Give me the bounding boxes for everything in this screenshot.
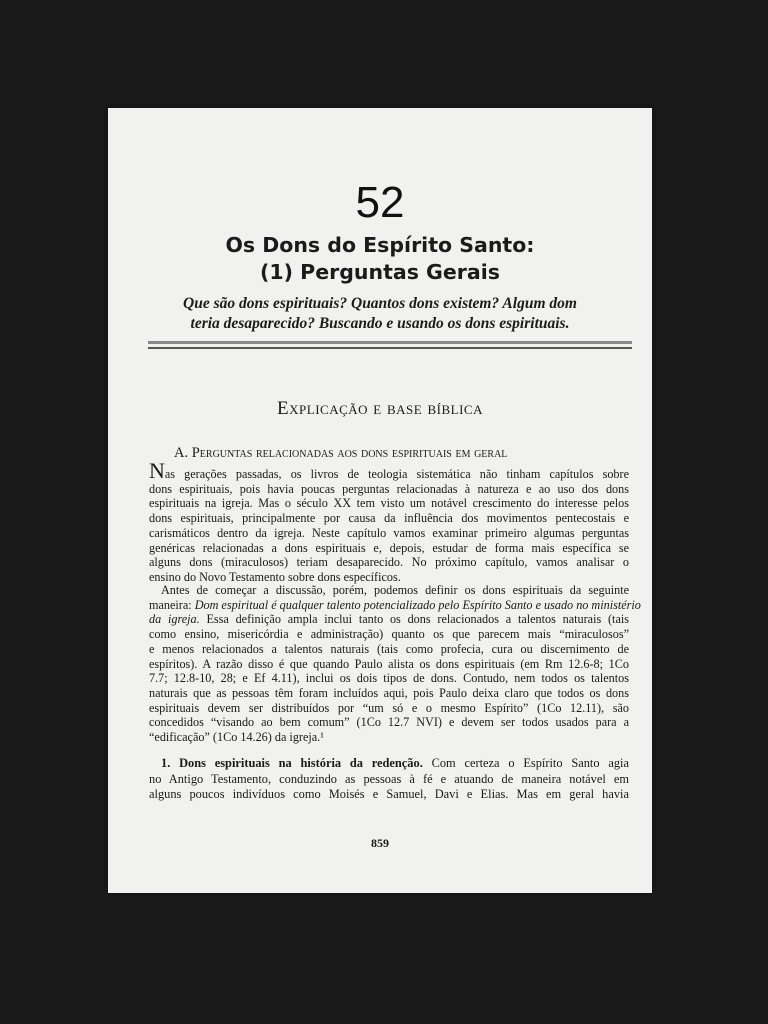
paragraph-2-line-9: espirituais devem ser distribuídos por “um só e o mesmo Espírito” (1Co 12.11), são	[149, 700, 629, 715]
paragraph-2-line-10: concedidos “visando ao bem comum” (1Co 12.7 NVI) e devem ser todos usados para a	[149, 715, 629, 730]
paragraph-2-line-5: e menos relacionados a talentos naturais (tais como profecia, cura ou discernimento de	[149, 641, 629, 656]
paragraph-2-line-11: “edificação” (1Co 14.26) da igreja.¹	[149, 730, 324, 745]
chapter-subtitle-line-1: Que são dons espirituais? Quantos dons existem? Algum dom	[183, 295, 577, 312]
paragraph-1-line-1-text: as gerações passadas, os livros de teologia sistemática não tinham capítulos sobre	[164, 467, 629, 481]
subsection-heading: A. Perguntas relacionadas aos dons espirituais em geral	[174, 445, 508, 461]
drop-cap: N	[149, 458, 165, 483]
definition-text: Dom espiritual é qualquer talento potencializado pelo Espírito Santo e usado no ministério	[194, 597, 641, 612]
chapter-title-line-1: Os Dons do Espírito Santo:	[225, 233, 535, 257]
numbered-heading: 1. Dons espirituais na história da redenção.	[161, 756, 423, 770]
paragraph-2	[149, 583, 641, 745]
book-page	[108, 108, 652, 893]
paragraph-2-line-3-rest: Essa definição ampla inclui tanto os dons relacionados a talentos naturais (tais	[199, 612, 629, 627]
paragraph-2-line-7: 7.7; 12.8-10, 28; e Ef 4.11), inclui os dois tipos de dons. Contudo, nem todos os talentos	[149, 671, 629, 686]
paragraph-3-line-2: no Antigo Testamento, conduzindo as pessoas à fé e atuando de maneira notável em	[149, 771, 629, 786]
paragraph-1-line-4: dons espirituais, principalmente por causa da influência dos movimentos pentecostais e	[149, 511, 629, 526]
section-heading: Explicação e base bíblica	[277, 398, 483, 419]
paragraph-2-line-3	[149, 612, 629, 627]
paragraph-1-line-6: genéricas relacionadas a dons espirituais e, depois, estudar de forma mais específica se	[149, 540, 629, 555]
page-number: 859	[371, 836, 389, 850]
paragraph-1-line-1	[149, 458, 629, 483]
title-rule-top	[148, 341, 632, 344]
paragraph-3	[149, 756, 629, 803]
paragraph-2-line-2-lead: maneira:	[149, 597, 195, 612]
chapter-subtitle	[126, 294, 634, 334]
paragraph-2-line-2	[149, 597, 641, 613]
paragraph-1	[149, 458, 629, 585]
title-rule-bottom	[148, 347, 632, 349]
paragraph-2-line-6: espíritos). A razão disso é que quando Paulo alista os dons espirituais (em Rm 12.6-8; 1Co	[149, 656, 629, 671]
paragraph-1-line-2: dons espirituais, pois havia poucas perguntas relacionadas à natureza e ao uso dos dons	[149, 481, 629, 496]
paragraph-2-line-4: como ensino, misericórdia e administração) quanto os que parecem mais “miraculosos”	[149, 627, 629, 642]
paragraph-1-line-5: carismáticos dentro da igreja. Neste capítulo vamos examinar primeiro algumas perguntas	[149, 525, 629, 540]
paragraph-2-line-1: Antes de começar a discussão, porém, podemos definir os dons espirituais da seguinte	[161, 583, 629, 597]
paragraph-3-line-1	[149, 756, 629, 772]
chapter-subtitle-line-2: teria desaparecido? Buscando e usando os dons espirituais.	[190, 315, 570, 332]
definition-text-end: da igreja.	[149, 612, 200, 627]
paragraph-2-line-8: naturais que as pessoas têm foram incluídos aqui, pois Paulo deixa claro que todos os dons	[149, 685, 629, 700]
paragraph-1-line-3: espirituais na igreja. Mas o século XX tem visto um notável crescimento do interesse pelos	[149, 496, 629, 511]
paragraph-1-line-7: alguns dons (miraculosos) teriam desaparecido. No próximo capítulo, vamos analisar o	[149, 555, 629, 570]
chapter-title-line-2: (1) Perguntas Gerais	[260, 260, 500, 284]
chapter-number: 52	[355, 178, 405, 227]
paragraph-3-line-1-rest: Com certeza o Espírito Santo agia	[422, 756, 629, 770]
chapter-title	[108, 232, 652, 286]
paragraph-3-line-3: alguns poucos indivíduos como Moisés e Samuel, Davi e Elias. Mas em geral havia	[149, 787, 629, 801]
paragraph-1-line-8: ensino do Novo Testamento sobre dons específicos.	[149, 569, 401, 584]
